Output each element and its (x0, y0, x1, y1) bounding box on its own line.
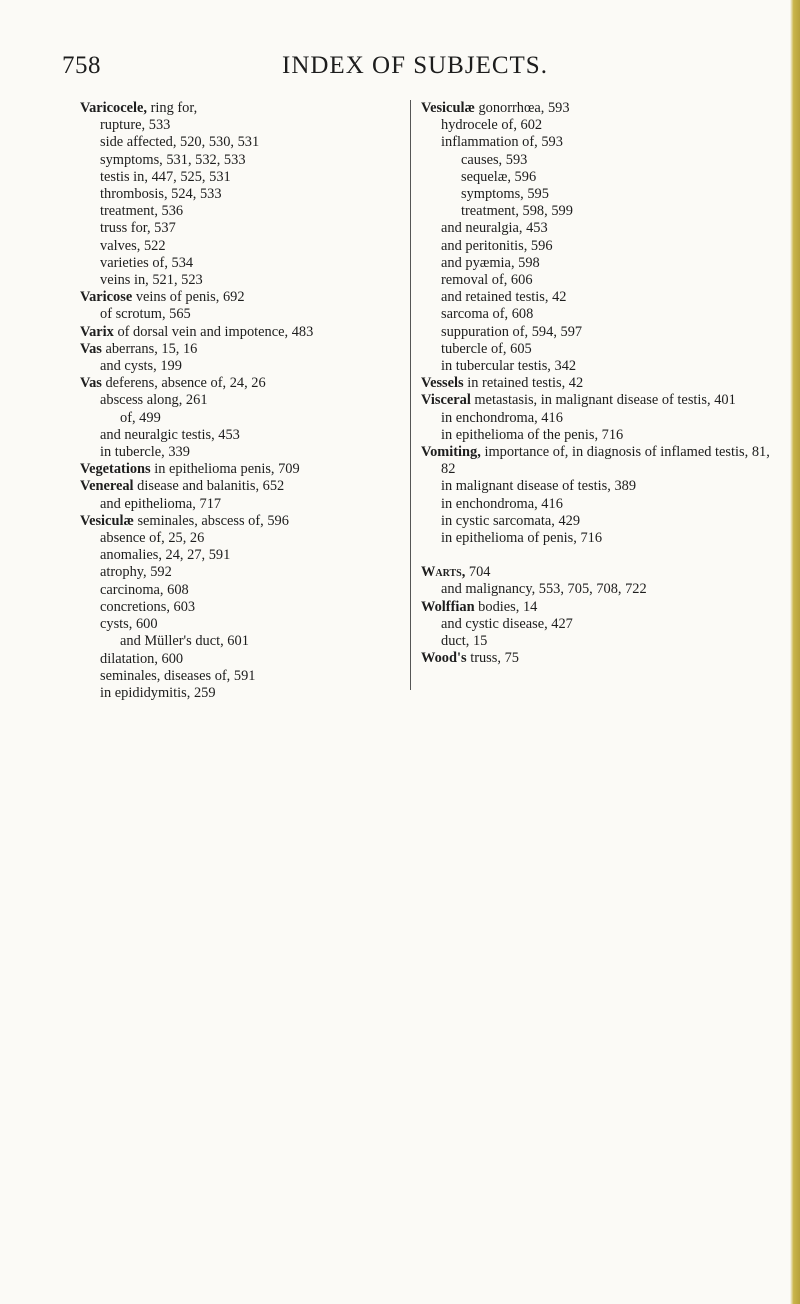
entry-gap (421, 547, 777, 564)
index-subentry: absence of, 25, 26 (100, 530, 205, 547)
index-subentry: and epithelioma, 717 (100, 495, 222, 512)
index-heading-entry: Venereal disease and balanitis, 652 (80, 478, 285, 495)
index-heading-entry: Vegetations in epithelioma penis, 709 (80, 461, 300, 478)
index-heading-entry: Vomiting, importance of, in diagnosis of inflamed testis, 81, 82 (421, 444, 770, 478)
index-subentry: symptoms, 531, 532, 533 (100, 151, 246, 168)
index-subentry: in enchondroma, 416 (441, 409, 563, 426)
index-subentry: in cystic sarcomata, 429 (441, 512, 581, 529)
index-column-right (410, 100, 777, 690)
index-heading-entry: Wolffian bodies, 14 (421, 598, 538, 615)
index-heading-entry: Varix of dorsal vein and impotence, 483 (80, 323, 314, 340)
index-subentry: duct, 15 (441, 633, 488, 650)
index-subentry: sequelæ, 596 (461, 168, 537, 185)
index-subentry: in enchondroma, 416 (441, 495, 563, 512)
index-heading-entry: Warts, 704 (421, 564, 491, 581)
index-subentry: anomalies, 24, 27, 591 (100, 547, 231, 564)
index-column-left (80, 100, 400, 702)
index-subentry: and neuralgic testis, 453 (100, 426, 240, 443)
index-subentry: and pyæmia, 598 (441, 254, 540, 271)
index-heading-entry: Varicocele, ring for, (80, 100, 198, 116)
index-subentry: sarcoma of, 608 (441, 306, 534, 323)
index-subentry: cysts, 600 (100, 616, 158, 633)
index-subentry: of, 499 (120, 409, 161, 426)
index-heading-entry: Vas aberrans, 15, 16 (80, 340, 198, 357)
index-subentry: causes, 593 (461, 151, 528, 168)
index-subentry: of scrotum, 565 (100, 306, 191, 323)
index-heading-entry: Vessels in retained testis, 42 (421, 375, 584, 392)
index-subentry: atrophy, 592 (100, 564, 172, 581)
page-edge (790, 0, 800, 1304)
index-subentry: carcinoma, 608 (100, 581, 189, 598)
index-subentry: side affected, 520, 530, 531 (100, 134, 260, 151)
index-subentry: in epithelioma of the penis, 716 (441, 426, 624, 443)
index-subentry: in malignant disease of testis, 389 (441, 478, 637, 495)
index-subentry: and malignancy, 553, 705, 708, 722 (441, 581, 647, 598)
page-number: 758 (62, 52, 101, 79)
index-subentry: in epithelioma of penis, 716 (441, 530, 603, 547)
index-subentry: hydrocele of, 602 (441, 117, 543, 134)
index-subentry: dilatation, 600 (100, 650, 184, 667)
index-subentry: removal of, 606 (441, 272, 533, 289)
index-heading-entry: Vesiculæ gonorrhœa, 593 (421, 100, 570, 116)
index-subentry: concretions, 603 (100, 598, 196, 615)
index-subentry: testis in, 447, 525, 531 (100, 168, 231, 185)
page-header (62, 52, 744, 88)
index-subentry: truss for, 537 (100, 220, 176, 237)
index-subentry: veins in, 521, 523 (100, 272, 203, 289)
index-subentry: and retained testis, 42 (441, 289, 567, 306)
index-heading-entry: Vas deferens, absence of, 24, 26 (80, 375, 266, 392)
index-subentry: and cystic disease, 427 (441, 615, 573, 632)
running-title: INDEX OF SUBJECTS. (282, 52, 548, 79)
index-heading-entry: Vesiculæ seminales, abscess of, 596 (80, 512, 289, 529)
index-subentry: treatment, 536 (100, 203, 184, 220)
index-subentry: and neuralgia, 453 (441, 220, 548, 237)
index-subentry: varieties of, 534 (100, 254, 194, 271)
index-subentry: rupture, 533 (100, 117, 171, 134)
index-subentry: and peritonitis, 596 (441, 237, 553, 254)
index-subentry: and Müller's duct, 601 (120, 633, 249, 650)
index-subentry: inflammation of, 593 (441, 134, 563, 151)
index-subentry: valves, 522 (100, 237, 166, 254)
index-subentry: in epididymitis, 259 (100, 684, 216, 701)
index-subentry: treatment, 598, 599 (461, 203, 573, 220)
index-heading-entry: Visceral metastasis, in malignant disease of testis, 401 (421, 392, 736, 409)
index-subentry: in tubercle, 339 (100, 444, 190, 461)
index-subentry: symptoms, 595 (461, 186, 549, 203)
index-subentry: abscess along, 261 (100, 392, 208, 409)
index-subentry: tubercle of, 605 (441, 340, 532, 357)
index-subentry: and cysts, 199 (100, 358, 182, 375)
index-heading-entry: Wood's truss, 75 (421, 650, 519, 667)
index-subentry: seminales, diseases of, 591 (100, 667, 256, 684)
index-subentry: thrombosis, 524, 533 (100, 186, 222, 203)
index-subentry: suppuration of, 594, 597 (441, 323, 583, 340)
index-subentry: in tubercular testis, 342 (441, 358, 577, 375)
index-heading-entry: Varicose veins of penis, 692 (80, 289, 245, 306)
